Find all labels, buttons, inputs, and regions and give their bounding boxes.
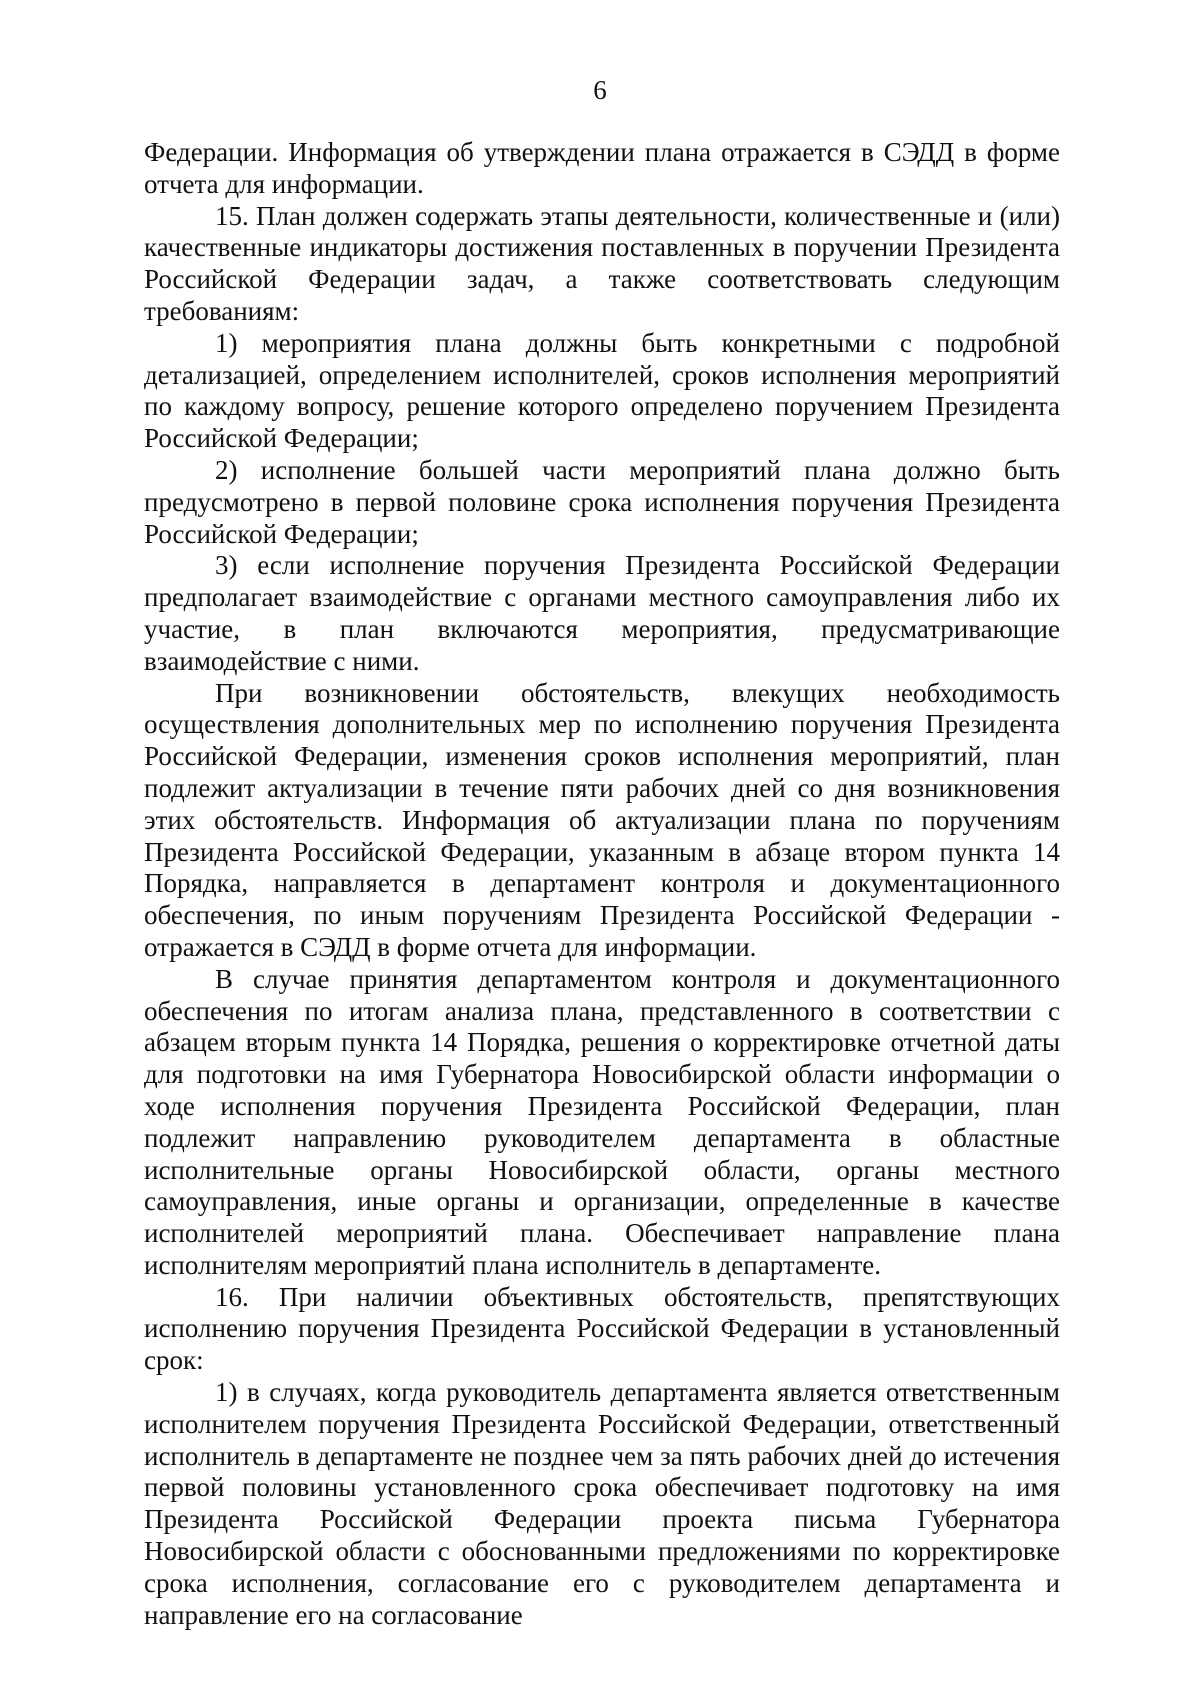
list-item-3: 3) если исполнение поручения Президента Российской Федерации предполагает взаимодействие с органами местного самоуправления либо их участие, в план включаются мероприятия, предусматривающие взаимодействие с ними. [144,550,1060,676]
list-item-2: 2) исполнение большей части мероприятий плана должно быть предусмотрено в первой половине срока исполнения поручения Президента Российской Федерации; [144,454,1060,549]
paragraph: В случае принятия департаментом контроля и документационного обеспечения по итогам анализа плана, представленного в соответствии с абзацем вторым пункта 14 Порядка, решения о корректировке отчетной даты для подготовки на имя Губернатора Новосибирской области информации о ходе исполнения поручения Президента Российской Федерации, план подлежит направлению руководителем департамента в областные исполнительные органы Новосибирской области, органы местного самоуправления, иные органы и организации, определенные в качестве исполнителей мероприятий плана. Обеспечивает направление плана исполнителям мероприятий плана исполнитель в департаменте. [144,963,1060,1280]
paragraph-item-15: 15. План должен содержать этапы деятельности, количественные и (или) качественные индикаторы достижения поставленных в поручении Президента Российской Федерации задач, а также соответствовать следующим требованиям: [144,200,1060,326]
paragraph-item-16: 16. При наличии объективных обстоятельств, препятствующих исполнению поручения Президента Российской Федерации в установленный срок: [144,1281,1060,1376]
paragraph: Федерации. Информация об утверждении плана отражается в СЭДД в форме отчета для информации. [144,137,1060,199]
page-number: 6 [593,75,607,105]
list-item-1: 1) в случаях, когда руководитель департамента является ответственным исполнителем поручения Президента Российской Федерации, ответственный исполнитель в департаменте не позднее чем за пять рабочих дней до истечения первой половины установленного срока обеспечивает подготовку на имя Президента Российской Федерации проекта письма Губернатора Новосибирской области с обоснованными предложениями по корректировке срока исполнения, согласование его с руководителем департамента и направление его на согласование [144,1377,1060,1630]
document-body [144,137,1060,1631]
paragraph: При возникновении обстоятельств, влекущих необходимость осуществления дополнительных мер по исполнению поручения Президента Российской Федерации, изменения сроков исполнения мероприятий, план подлежит актуализации в течение пяти рабочих дней со дня возникновения этих обстоятельств. Информация об актуализации плана по поручениям Президента Российской Федерации, указанным в абзаце втором пункта 14 Порядка, направляется в департамент контроля и документационного обеспечения, по иным поручениям Президента Российской Федерации - отражается в СЭДД в форме отчета для информации. [144,677,1060,962]
list-item-1: 1) мероприятия плана должны быть конкретными с подробной детализацией, определением исполнителей, сроков исполнения мероприятий по каждому вопросу, решение которого определено поручением Президента Российской Федерации; [144,327,1060,454]
